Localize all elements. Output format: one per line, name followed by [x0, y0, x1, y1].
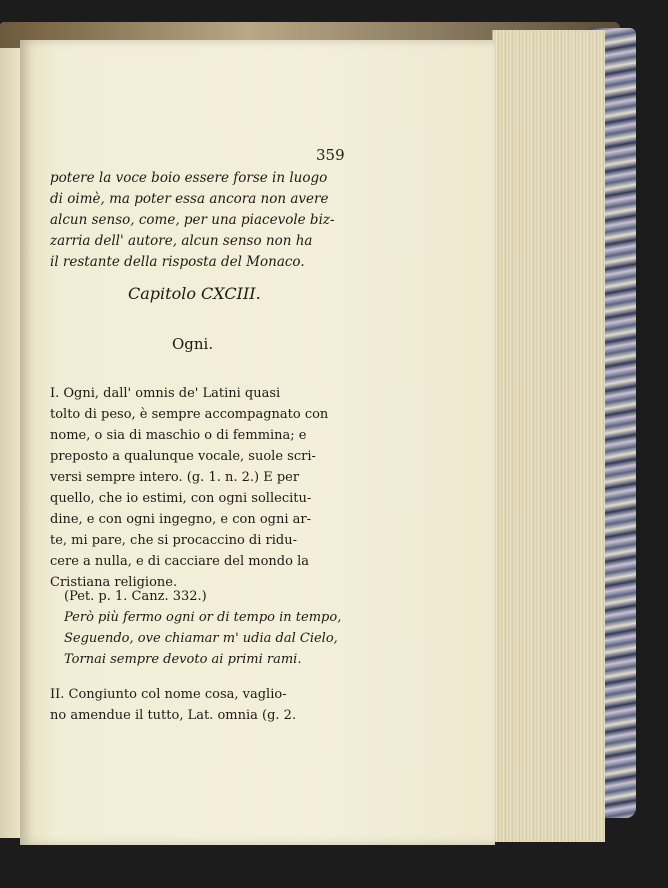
text-line: di oimè, ma poter essa ancora non avere	[50, 191, 329, 207]
quote-line: Seguendo, ove chiamar m' udia dal Cielo,	[64, 631, 338, 646]
paragraph-2	[50, 684, 350, 726]
text-line: quello, che io estimi, con ogni sollecitu-	[50, 491, 312, 506]
quote-line: Tornai sempre devoto ai primi rami.	[64, 652, 302, 667]
page-number: 359	[316, 146, 345, 164]
text-line: I. Ogni, dall' omnis de' Latini quasi	[50, 386, 281, 401]
text-line: nome, o sia di maschio o di femmina; e	[50, 428, 307, 443]
quote-reference: (Pet. p. 1. Canz. 332.)	[64, 589, 207, 604]
left-page-edge	[0, 48, 22, 838]
text-line: preposto a qualunque vocale, suole scri-	[50, 449, 316, 464]
paragraph-1	[50, 383, 350, 593]
text-line: potere la voce boio essere forse in luogo	[50, 170, 328, 186]
text-line: versi sempre intero. (g. 1. n. 2.) E per	[50, 470, 300, 485]
text-line: Cristiana religione.	[50, 575, 178, 590]
quotation-block	[64, 586, 354, 670]
text-line: tolto di peso, è sempre accompagnato con	[50, 407, 329, 422]
text-line: no amendue il tutto, Lat. omnia (g. 2.	[50, 708, 297, 723]
text-line: II. Congiunto col nome cosa, vaglio-	[50, 687, 287, 702]
text-line: alcun senso, come, per una piacevole biz-	[50, 212, 335, 228]
text-line: cere a nulla, e di cacciare del mondo la	[50, 554, 309, 569]
quote-line: Però più fermo ogni or di tempo in tempo,	[64, 610, 342, 625]
text-line: dine, e con ogni ingegno, e con ogni ar-	[50, 512, 311, 527]
page-edges	[492, 30, 605, 842]
chapter-title: Capitolo CXCIII.	[128, 284, 261, 303]
text-line: zarria dell' autore, alcun senso non ha	[50, 233, 313, 249]
intro-paragraph	[50, 168, 350, 273]
text-line: te, mi pare, che si procaccino di ridu-	[50, 533, 297, 548]
section-title: Ogni.	[172, 335, 214, 353]
text-line: il restante della risposta del Monaco.	[50, 254, 305, 270]
